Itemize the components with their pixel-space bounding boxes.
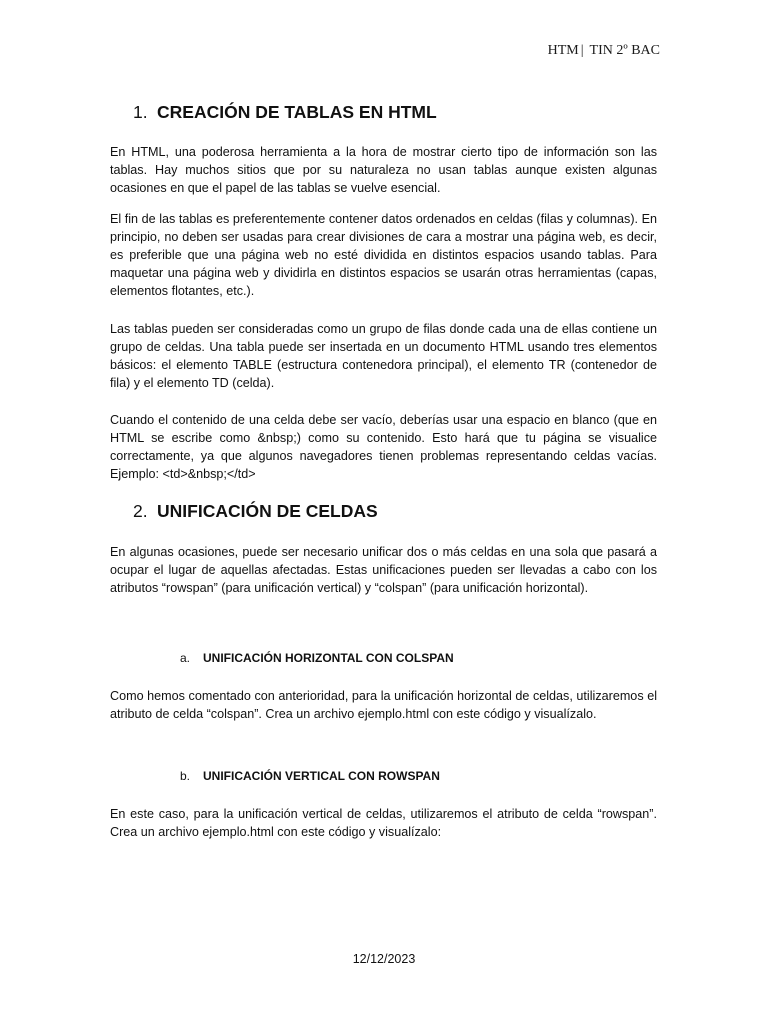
- page-header: [548, 43, 660, 59]
- section-1-paragraph-3: Las tablas pueden ser consideradas como un grupo de filas donde cada una de ellas contiene un grupo de celdas. Una tabla puede ser insertada en un documento HTML usando tres elementos básicos: el elemento TABLE (estructura contenedora principal), el elemento TR (contenedor de fila) y el elemento TD (celda).: [110, 322, 657, 390]
- subsection-b-letter: b.: [180, 769, 191, 783]
- section-1-title: CREACIÓN DE TABLAS EN HTML: [157, 102, 437, 122]
- subsection-b-title: UNIFICACIÓN VERTICAL CON ROWSPAN: [203, 769, 440, 783]
- section-2-paragraph-1: En algunas ocasiones, puede ser necesario unificar dos o más celdas en una sola que pasará a ocupar el lugar de aquellas afectadas. Estas unificaciones pueden ser llevadas a cabo con los atributos “rowspan” (para unificación vertical) y “colspan” (para unificación horizontal).: [110, 545, 657, 595]
- subsection-a-letter: a.: [180, 651, 191, 665]
- section-1-number: 1.: [133, 102, 148, 122]
- section-1-paragraph-4: Cuando el contenido de una celda debe ser vacío, deberías usar una espacio en blanco (que en HTML se escribe como &nbsp;) como su contenido. Esto hará que tu página se visualice correctamente, ya que algunos navegadores tienen problemas representando celdas vacías. Ejemplo: <td>&nbsp;</td>: [110, 413, 657, 481]
- header-left: HTM: [547, 43, 579, 58]
- subsection-a-paragraph: Como hemos comentado con anterioridad, para la unificación horizontal de celdas, utilizaremos el atributo de celda “colspan”. Crea un archivo ejemplo.html con este código y visualízalo.: [110, 689, 657, 721]
- section-1-heading: [133, 102, 437, 123]
- subsection-b-heading: [180, 769, 440, 783]
- subsection-b-paragraph: En este caso, para la unificación vertical de celdas, utilizaremos el atributo de celda “rowspan”. Crea un archivo ejemplo.html con este código y visualízalo:: [110, 807, 657, 839]
- subsection-a-heading: [180, 651, 454, 665]
- header-right: TIN 2º BAC: [589, 43, 660, 58]
- section-1-paragraph-1: En HTML, una poderosa herramienta a la hora de mostrar cierto tipo de información son las tablas. Hay muchos sitios que por su naturaleza no usan tablas aunque existen algunas ocasiones en que el papel de las tablas se vuelve esencial.: [110, 145, 657, 195]
- section-1-paragraph-2: El fin de las tablas es preferentemente contener datos ordenados en celdas (filas y columnas). En principio, no deben ser usadas para crear divisiones de cara a mostrar una página web, es decir, es preferible que una página web no esté dividida en distintos espacios usando tablas. Para maquetar una página web y dividirla en distintos espacios se usarán otras herramientas (capas, elementos flotantes, etc.).: [110, 212, 657, 298]
- section-2-number: 2.: [133, 501, 148, 521]
- section-2-title: UNIFICACIÓN DE CELDAS: [157, 501, 378, 521]
- section-2-heading: [133, 501, 378, 522]
- header-separator: |: [580, 43, 584, 58]
- page-footer-date: 12/12/2023: [352, 952, 416, 966]
- subsection-a-title: UNIFICACIÓN HORIZONTAL CON COLSPAN: [203, 651, 454, 665]
